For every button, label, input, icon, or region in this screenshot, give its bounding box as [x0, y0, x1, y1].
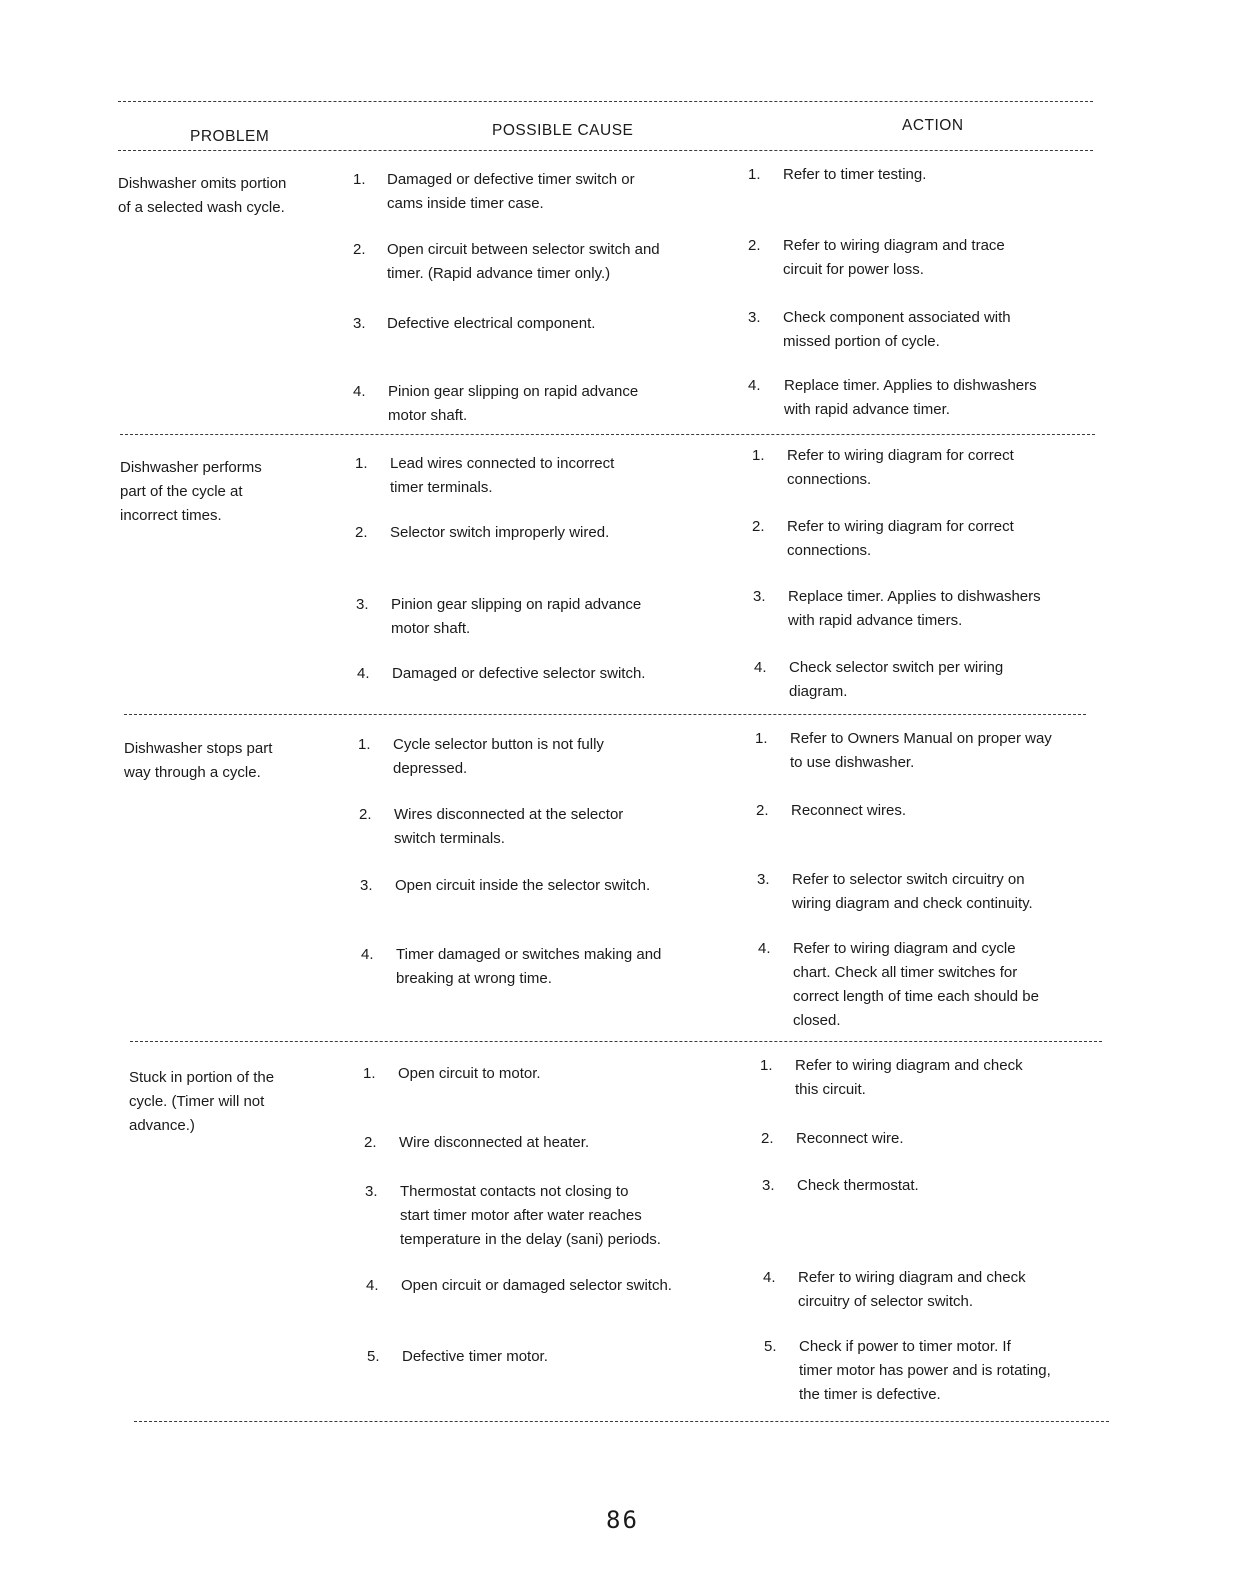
action-text: Refer to wiring diagram and check this circuit.	[795, 1057, 1023, 1098]
cause-text: Pinion gear slipping on rapid advance motor shaft.	[391, 596, 642, 637]
action-text: Refer to wiring diagram for correct connections.	[787, 518, 1014, 559]
action-number: 2.	[761, 1130, 774, 1147]
action-text: Refer to selector switch circuitry on wiring diagram and check continuity.	[792, 871, 1033, 912]
action-text: Refer to wiring diagram for correct connections.	[787, 447, 1014, 488]
cause-text: Open circuit between selector switch and timer. (Rapid advance timer only.)	[387, 241, 660, 282]
action-number: 1.	[752, 447, 765, 464]
action-text: Check selector switch per wiring diagram.	[789, 659, 1004, 700]
action-number: 2.	[748, 237, 761, 254]
cause-number: 1.	[353, 171, 366, 188]
cause-text: Damaged or defective timer switch or cams inside timer case.	[387, 171, 635, 212]
problem-text: Stuck in portion of the cycle. (Timer will not advance.)	[129, 1069, 275, 1134]
problem-text: Dishwasher performs part of the cycle at incorrect times.	[120, 459, 262, 524]
cause-number: 1.	[355, 455, 368, 472]
action-text: Replace timer. Applies to dishwashers with rapid advance timer.	[784, 377, 1037, 418]
action-number: 4.	[758, 940, 771, 957]
action-number: 1.	[748, 166, 761, 183]
action-number: 4.	[748, 377, 761, 394]
cause-text: Pinion gear slipping on rapid advance motor shaft.	[388, 383, 639, 424]
action-text: Refer to timer testing.	[783, 166, 927, 183]
cause-number: 2.	[353, 241, 366, 258]
cause-text: Selector switch improperly wired.	[390, 524, 610, 541]
cause-text: Open circuit to motor.	[398, 1065, 541, 1082]
divider-section-2	[124, 714, 1086, 715]
cause-text: Open circuit or damaged selector switch.	[401, 1277, 672, 1294]
problem-text: Dishwasher omits portion of a selected wash cycle.	[118, 175, 287, 216]
divider-top	[118, 101, 1093, 102]
action-number: 1.	[755, 730, 768, 747]
cause-number: 1.	[358, 736, 371, 753]
action-text: Reconnect wires.	[791, 802, 907, 819]
action-text: Check thermostat.	[797, 1177, 919, 1194]
cause-text: Wires disconnected at the selector switch terminals.	[394, 806, 624, 847]
action-number: 1.	[760, 1057, 773, 1074]
action-text: Refer to wiring diagram and trace circuit for power loss.	[783, 237, 1005, 278]
divider-header-bottom	[118, 150, 1093, 151]
action-text: Reconnect wire.	[796, 1130, 904, 1147]
cause-text: Lead wires connected to incorrect timer terminals.	[390, 455, 615, 496]
cause-number: 4.	[357, 665, 370, 682]
header-action: ACTION	[902, 117, 964, 134]
cause-text: Damaged or defective selector switch.	[392, 665, 646, 682]
divider-bottom	[134, 1421, 1109, 1422]
cause-number: 4.	[361, 946, 374, 963]
cause-text: Thermostat contacts not closing to start timer motor after water reaches temperature in the delay (sani) periods.	[400, 1183, 661, 1248]
cause-text: Defective timer motor.	[402, 1348, 548, 1365]
cause-number: 3.	[360, 877, 373, 894]
cause-number: 5.	[367, 1348, 380, 1365]
cause-text: Wire disconnected at heater.	[399, 1134, 590, 1151]
action-text: Refer to wiring diagram and check circuitry of selector switch.	[798, 1269, 1026, 1310]
action-number: 3.	[762, 1177, 775, 1194]
action-number: 2.	[756, 802, 769, 819]
action-number: 3.	[757, 871, 770, 888]
problem-text: Dishwasher stops part way through a cycle.	[124, 740, 273, 781]
cause-number: 3.	[353, 315, 366, 332]
divider-section-1	[120, 434, 1095, 435]
cause-text: Defective electrical component.	[387, 315, 596, 332]
header-possible-cause: POSSIBLE CAUSE	[492, 122, 634, 139]
action-text: Replace timer. Applies to dishwashers with rapid advance timers.	[788, 588, 1041, 629]
action-number: 4.	[754, 659, 767, 676]
action-text: Refer to Owners Manual on proper way to use dishwasher.	[790, 730, 1052, 771]
cause-text: Timer damaged or switches making and breaking at wrong time.	[396, 946, 662, 987]
header-problem: PROBLEM	[190, 128, 270, 145]
action-number: 3.	[748, 309, 761, 326]
cause-text: Cycle selector button is not fully depressed.	[393, 736, 604, 777]
cause-number: 4.	[366, 1277, 379, 1294]
page-number: 86	[606, 1506, 639, 1534]
cause-number: 3.	[356, 596, 369, 613]
action-number: 4.	[763, 1269, 776, 1286]
cause-number: 2.	[359, 806, 372, 823]
action-number: 2.	[752, 518, 765, 535]
action-text: Check component associated with missed portion of cycle.	[783, 309, 1011, 350]
cause-number: 3.	[365, 1183, 378, 1200]
divider-section-3	[130, 1041, 1102, 1042]
cause-number: 1.	[363, 1065, 376, 1082]
action-text: Check if power to timer motor. If timer motor has power and is rotating, the timer is defective.	[799, 1338, 1051, 1403]
action-number: 5.	[764, 1338, 777, 1355]
cause-number: 4.	[353, 383, 366, 400]
cause-number: 2.	[364, 1134, 377, 1151]
cause-number: 2.	[355, 524, 368, 541]
action-text: Refer to wiring diagram and cycle chart. Check all timer switches for correct length of time each should be closed.	[793, 940, 1039, 1029]
action-number: 3.	[753, 588, 766, 605]
cause-text: Open circuit inside the selector switch.	[395, 877, 651, 894]
